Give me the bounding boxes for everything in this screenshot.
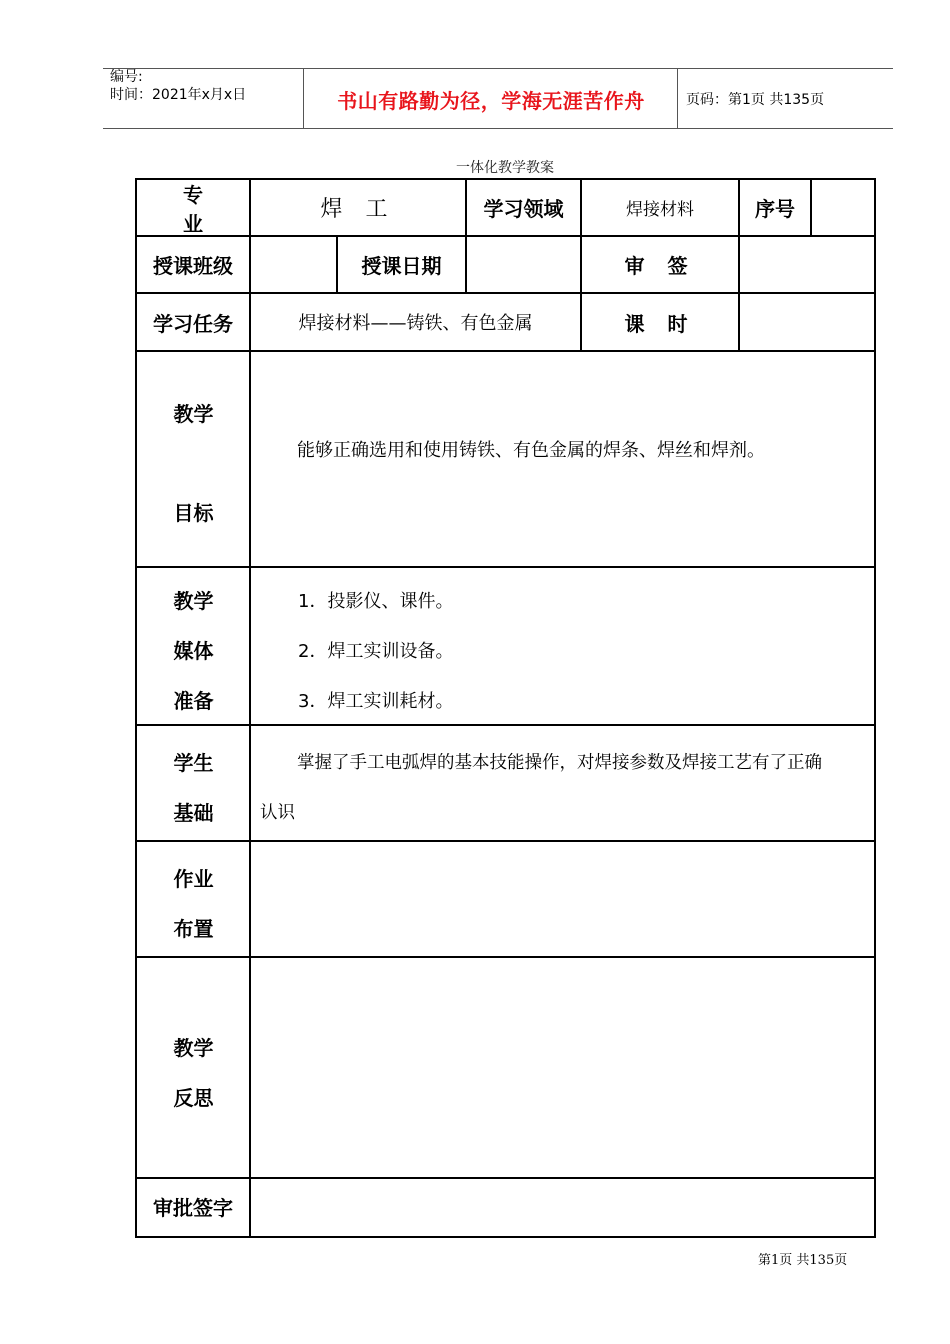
basis-text-line: 认识 <box>260 803 295 823</box>
domain-value: 焊接材料 <box>626 200 694 220</box>
goal-text: 能够正确选用和使用铸铁、有色金属的焊条、焊丝和焊剂。 <box>297 440 765 461</box>
homework-label-line: 布置 <box>173 917 214 941</box>
header-number-label: 编号: <box>110 69 143 85</box>
goal-label-line: 目标 <box>173 501 214 525</box>
sequence-label: 序号 <box>755 197 795 221</box>
header-time: 时间：2021年x月x日 <box>110 87 247 103</box>
header-meta <box>110 68 246 104</box>
review-label: 审 签 <box>624 254 696 278</box>
media-item: 2．焊工实训设备。 <box>298 641 454 662</box>
media-label-line: 教学 <box>173 589 214 613</box>
header-motto: 书山有路勤为径，学海无涯苦作舟 <box>337 89 645 113</box>
basis-label-line: 基础 <box>173 801 214 825</box>
header-bottom-rule <box>103 128 893 129</box>
task-value: 焊接材料——铸铁、有色金属 <box>298 313 533 334</box>
task-label: 学习任务 <box>153 311 233 336</box>
media-item: 1．投影仪、课件。 <box>298 591 454 612</box>
row-divider <box>135 840 876 842</box>
approval-label: 审批签字 <box>153 1196 233 1220</box>
date-value <box>467 237 580 292</box>
row-divider <box>135 350 876 352</box>
hours-label: 课 时 <box>624 311 696 336</box>
domain-label: 学习领域 <box>483 197 564 221</box>
date-label: 授课日期 <box>361 254 442 278</box>
document-title: 一体化教学教案 <box>456 160 554 176</box>
homework-label-line: 作业 <box>173 867 214 891</box>
approval-value <box>251 1179 872 1234</box>
review-value <box>740 237 872 292</box>
reflection-label-line: 教学 <box>173 1036 214 1060</box>
header-page-number: 页码：第1页 共135页 <box>686 92 825 108</box>
basis-text-line: 掌握了手工电弧焊的基本技能操作，对焊接参数及焊接工艺有了正确 <box>297 753 822 773</box>
row-divider <box>135 566 876 568</box>
media-item: 3．焊工实训耗材。 <box>298 691 454 712</box>
hours-value <box>740 294 872 350</box>
major-value: 焊 工 <box>320 197 396 222</box>
media-label-line: 准备 <box>173 689 214 713</box>
basis-label-line: 学生 <box>173 751 214 775</box>
footer-page-number: 第1页 共135页 <box>758 1253 848 1268</box>
goal-label-line: 教学 <box>173 402 214 426</box>
media-label-line: 媒体 <box>173 639 214 663</box>
row-divider <box>135 956 876 958</box>
class-value <box>251 237 336 292</box>
reflection-label-line: 反思 <box>173 1086 214 1110</box>
row-divider <box>135 724 876 726</box>
major-label: 专 业 <box>183 182 221 236</box>
class-label: 授课班级 <box>153 254 233 278</box>
sequence-value <box>812 180 872 235</box>
